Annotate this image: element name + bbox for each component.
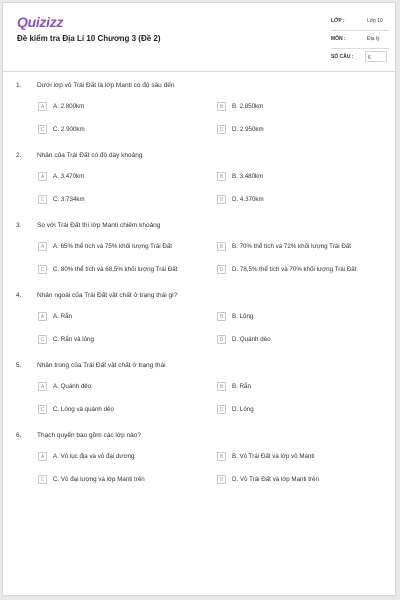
option-text: C. Rắn và lỏng: [53, 336, 94, 343]
option-letter-box: A: [38, 452, 47, 461]
option-letter-box: A: [38, 102, 47, 111]
option-letter-box: C: [38, 405, 47, 414]
question-number: 5.: [16, 362, 22, 369]
option-text: B. Vỏ Trái Đất và lớp vỏ Manti: [232, 453, 315, 460]
question-number: 4.: [16, 292, 22, 299]
question-6: [3, 432, 395, 492]
option-text: D. 2.950km: [232, 126, 264, 133]
option-letter-box: B: [217, 452, 226, 461]
question-text: Nhân ngoài của Trái Đất vật chất ở trạng thái gì?: [37, 292, 178, 299]
option-letter-box: A: [38, 312, 47, 321]
option-text: B. 70% thể tích và 72% khối lượng Trái Đất: [232, 243, 351, 250]
option-text: D. 78,5% thể tích và 70% khối lượng Trái Đất: [232, 266, 357, 273]
option-text: C. Lỏng và quánh dẻo: [53, 406, 114, 413]
option-letter-box: B: [217, 242, 226, 251]
option-letter-box: A: [38, 242, 47, 251]
option-text: D. Vỏ Trái Đất và lớp Manti trên: [232, 476, 319, 483]
question-2: [3, 152, 395, 212]
header-divider: [3, 71, 395, 72]
question-number: 2.: [16, 152, 22, 159]
question-4: [3, 292, 395, 352]
option-letter-box: A: [38, 382, 47, 391]
option-letter-box: D: [217, 265, 226, 274]
worksheet-header: [3, 3, 395, 71]
worksheet-title: Đề kiểm tra Địa Lí 10 Chương 3 (Đề 2): [17, 34, 161, 43]
option-text: A. Vỏ lục địa và vỏ đại dương: [53, 453, 135, 460]
option-letter-box: D: [217, 195, 226, 204]
question-count-box: [365, 51, 387, 62]
option-letter-box: C: [38, 195, 47, 204]
class-value: Lớp 10: [367, 18, 383, 24]
class-label: LỚP :: [331, 18, 345, 24]
option-letter-box: D: [217, 475, 226, 484]
option-text: D. Lỏng: [232, 406, 254, 413]
question-count-value: 6: [368, 55, 371, 61]
question-count-label: SỐ CÂU :: [331, 54, 354, 60]
option-text: A. 2.800km: [53, 103, 85, 110]
option-text: B. 3.480km: [232, 173, 264, 180]
quizizz-logo: Quizizz: [17, 14, 64, 30]
option-text: C. 2.900km: [53, 126, 85, 133]
option-letter-box: B: [217, 382, 226, 391]
meta-subject-row: [331, 31, 389, 49]
option-text: A. Quánh dẻo: [53, 383, 92, 390]
option-text: A. Rắn: [53, 313, 72, 320]
option-letter-box: C: [38, 265, 47, 274]
meta-class-row: [331, 13, 389, 31]
question-text: Dưới lớp vỏ Trái Đất là lớp Manti có độ sâu đến: [37, 82, 175, 89]
question-text: Nhân trong của Trái Đất vật chất ở trạng thái: [37, 362, 166, 369]
question-text: Nhân của Trái Đất có độ dày khoảng: [37, 152, 143, 159]
option-text: B. Rắn: [232, 383, 251, 390]
question-number: 3.: [16, 222, 22, 229]
option-letter-box: C: [38, 335, 47, 344]
option-letter-box: C: [38, 475, 47, 484]
option-letter-box: B: [217, 312, 226, 321]
question-text: Thạch quyển bao gồm các lớp nào?: [37, 432, 141, 439]
worksheet-meta: [331, 13, 389, 66]
question-5: [3, 362, 395, 422]
option-text: C. Vỏ đại lượng và lớp Manti trên: [53, 476, 145, 483]
option-letter-box: D: [217, 405, 226, 414]
option-letter-box: B: [217, 172, 226, 181]
worksheet-page: [2, 2, 396, 596]
subject-value: Địa lý: [367, 36, 380, 42]
option-letter-box: D: [217, 125, 226, 134]
option-text: B. Lỏng: [232, 313, 254, 320]
question-number: 1.: [16, 82, 22, 89]
option-text: D. Quánh dẻo: [232, 336, 271, 343]
option-text: A. 3.470km: [53, 173, 85, 180]
question-1: [3, 82, 395, 142]
option-text: A. 65% thể tích và 75% khối lượng Trái Đất: [53, 243, 172, 250]
meta-count-row: [331, 49, 389, 66]
question-3: [3, 222, 395, 282]
option-letter-box: D: [217, 335, 226, 344]
question-number: 6.: [16, 432, 22, 439]
option-text: B. 2.850km: [232, 103, 264, 110]
question-text: So với Trái Đất thì lớp Manti chiếm khoảng: [37, 222, 161, 229]
option-text: D. 4.370km: [232, 196, 264, 203]
subject-label: MÔN :: [331, 36, 346, 42]
option-text: C. 3.734km: [53, 196, 85, 203]
option-letter-box: C: [38, 125, 47, 134]
option-text: C. 80% thể tích và 68,5% khối lượng Trái Đất: [53, 266, 178, 273]
option-letter-box: B: [217, 102, 226, 111]
option-letter-box: A: [38, 172, 47, 181]
